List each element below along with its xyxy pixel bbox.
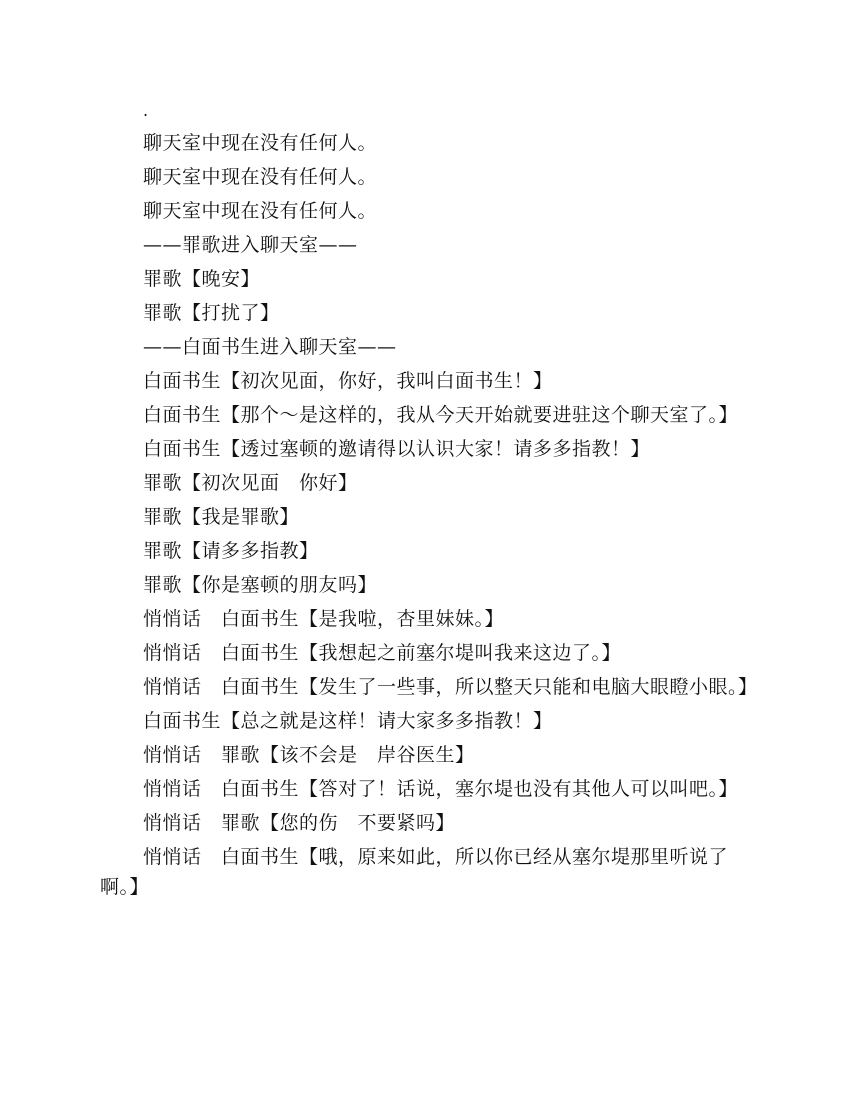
chat-line: 白面书生【透过塞顿的邀请得以认识大家！请多多指教！】 <box>143 438 651 460</box>
chat-line: 罪歌【晚安】 <box>143 268 261 290</box>
chat-line: 罪歌【初次见面 你好】 <box>143 472 358 494</box>
chat-line: 罪歌【我是罪歌】 <box>143 506 300 528</box>
chat-line: 悄悄话 白面书生【答对了！话说，塞尔堤也没有其他人可以叫吧。】 <box>143 778 739 800</box>
chat-line: 白面书生【总之就是这样！请大家多多指教！】 <box>143 710 553 732</box>
chat-line: ——白面书生进入聊天室—— <box>143 336 397 358</box>
chat-line: 悄悄话 白面书生【哦，原来如此，所以你已经从塞尔堤那里听说了啊。】 <box>100 846 729 898</box>
chat-line: 聊天室中现在没有任何人。 <box>143 166 378 188</box>
chat-line: 聊天室中现在没有任何人。 <box>143 200 378 222</box>
chat-line: 悄悄话 白面书生【是我啦，杏里妹妹。】 <box>143 608 505 630</box>
chat-line: 悄悄话 白面书生【发生了一些事，所以整天只能和电脑大眼瞪小眼。】 <box>143 676 758 698</box>
page-marker: . <box>143 101 149 120</box>
chat-line: 悄悄话 罪歌【该不会是 岸谷医生】 <box>143 744 475 766</box>
document-page <box>100 98 758 906</box>
chat-line: 悄悄话 白面书生【我想起之前塞尔堤叫我来这边了。】 <box>143 642 622 664</box>
chat-line: 白面书生【那个～是这样的，我从今天开始就要进驻这个聊天室了。】 <box>143 404 739 426</box>
chat-line: 悄悄话 罪歌【您的伤 不要紧吗】 <box>143 812 456 834</box>
chat-line: 罪歌【请多多指教】 <box>143 540 319 562</box>
chat-line: 罪歌【打扰了】 <box>143 302 280 324</box>
chat-line: 聊天室中现在没有任何人。 <box>143 132 378 154</box>
chat-line: ——罪歌进入聊天室—— <box>143 234 358 256</box>
chat-line: 罪歌【你是塞顿的朋友吗】 <box>143 574 378 596</box>
chat-line: 白面书生【初次见面，你好，我叫白面书生！】 <box>143 370 553 392</box>
